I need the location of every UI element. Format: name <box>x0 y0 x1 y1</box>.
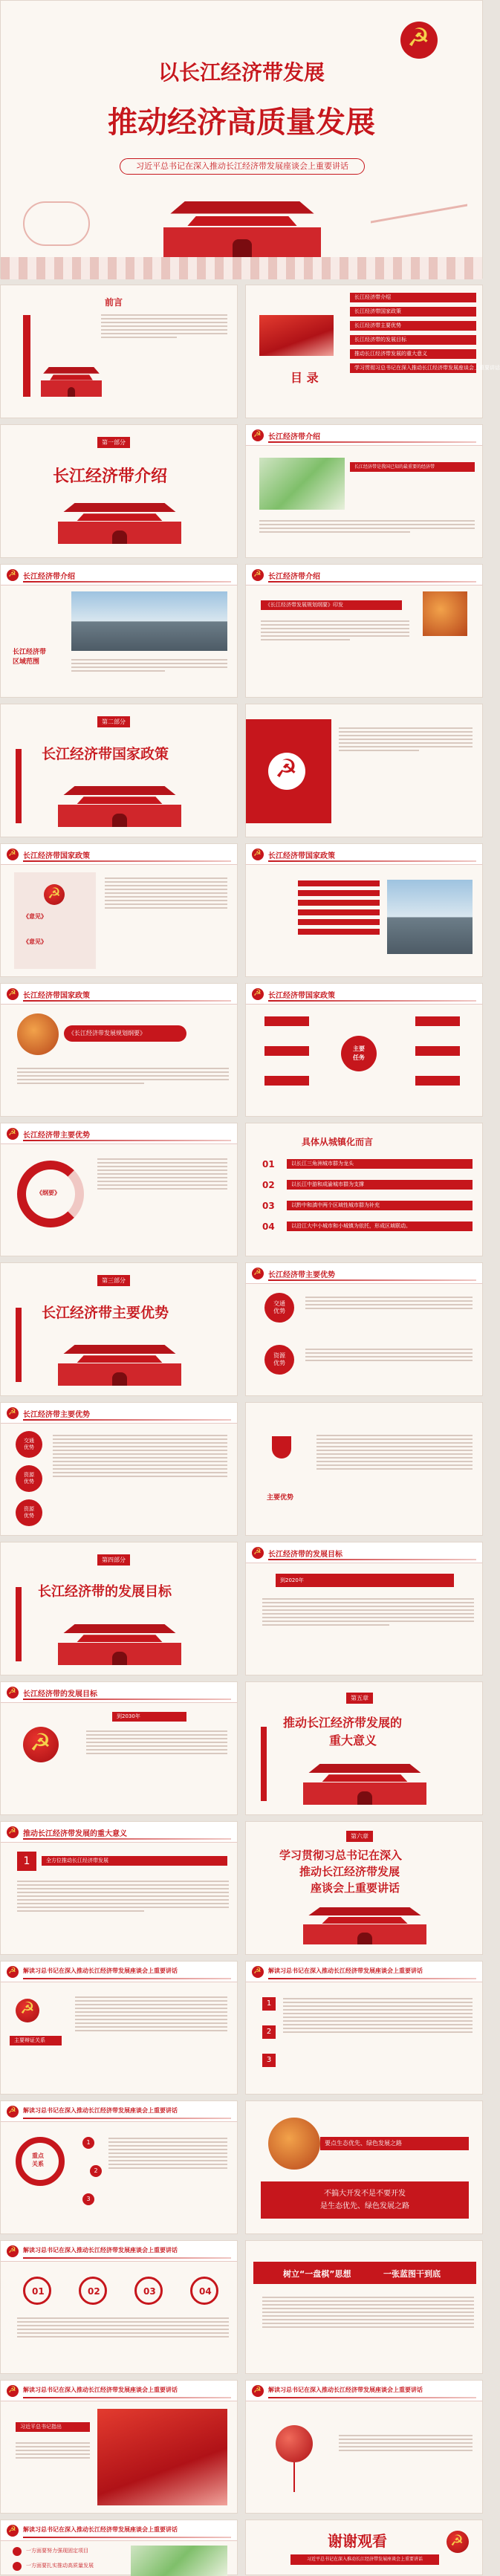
party-emblem-icon <box>252 988 264 1000</box>
step-ring: 04 <box>190 2277 218 2305</box>
party-emblem-icon <box>7 1128 19 1140</box>
slide-header: 长江经济带主要优势 <box>23 1411 90 1419</box>
policy-label: 《意见》 <box>23 913 47 920</box>
region-body <box>71 657 227 674</box>
task-node <box>415 1046 460 1056</box>
cover-slide[interactable] <box>0 0 483 279</box>
industry-label: 主要优势 <box>267 1494 294 1502</box>
goal-2020-label: 到2020年 <box>276 1574 454 1587</box>
priority-slide[interactable] <box>245 2100 483 2234</box>
cover-title-line2: 推动经济高质量发展 <box>108 106 375 140</box>
part4-badge: 第四部分 <box>97 1554 130 1566</box>
step-ring: 01 <box>23 2277 51 2305</box>
monitor-map-image <box>131 2546 227 2576</box>
toc-item[interactable]: 推动长江经济带发展的重大意义 <box>350 349 476 359</box>
adv-circle-resource: 资源 优势 <box>16 1499 42 1526</box>
intro-highlight: 长江经济带是我国已知的最重要的经济带 <box>350 462 475 472</box>
slide-header: 长江经济带国家政策 <box>268 992 335 1000</box>
priority-banner <box>261 2181 469 2219</box>
adv-detail-body-1 <box>305 1294 473 1311</box>
bullet-icon <box>13 2562 22 2571</box>
gate-illustration <box>53 1624 186 1665</box>
toc-title: 目 录 <box>290 371 319 385</box>
huabiao-pillar-illustration <box>23 315 30 397</box>
yipan-banner <box>253 2262 476 2284</box>
part6-slide[interactable] <box>245 1821 483 1955</box>
main-task-hub: 主要 任务 <box>341 1036 377 1071</box>
region-map-image <box>259 458 345 510</box>
plan-slide[interactable] <box>245 564 483 698</box>
part2-badge: 第二部分 <box>97 716 130 727</box>
adv-outline-slide[interactable] <box>0 1123 238 1256</box>
intro-body <box>259 518 475 535</box>
policy-items-slide[interactable] <box>245 843 483 977</box>
task-node <box>264 1016 309 1026</box>
slide-header: 长江经济带国家政策 <box>23 852 90 860</box>
thanks-slide[interactable] <box>245 2520 483 2575</box>
study-relations-slide[interactable] <box>0 1961 238 2095</box>
city-slide[interactable] <box>245 1123 483 1256</box>
goal-2020-body <box>262 1596 474 1628</box>
part5-badge: 第五章 <box>346 1693 373 1704</box>
city-item-text: 以长江中游和成渝城市群为支撑 <box>287 1180 473 1190</box>
policy-list-body <box>105 875 227 911</box>
focus-node-3: 3 <box>82 2193 94 2205</box>
balloon-string <box>293 2462 295 2492</box>
part5-title-line1: 推动长江经济带发展的 <box>283 1716 403 1730</box>
bullet-icon <box>13 2547 22 2556</box>
slide-header: 长江经济带介绍 <box>268 573 320 581</box>
city-title: 具体从城镇化而言 <box>302 1137 374 1147</box>
closing-list-slide[interactable] <box>0 2520 238 2575</box>
balloon-icon <box>276 2425 313 2462</box>
part5-slide[interactable] <box>245 1681 483 1815</box>
thanks-subtitle: 习近平总书记在深入推动长江经济带发展座谈会上重要讲话 <box>290 2554 439 2565</box>
study-number-box: 1 <box>262 1997 276 2011</box>
part6-title-line3: 座谈会上重要讲话 <box>311 1881 400 1895</box>
slide-header: 解读习总书记在深入推动长江经济带发展座谈会上重要讲话 <box>23 1967 178 1974</box>
slide-header: 长江经济带介绍 <box>23 573 75 581</box>
meaning-box-label: 全方位推动长江经济带发展 <box>42 1856 227 1866</box>
gate-illustration <box>53 503 186 544</box>
goal-2020-slide[interactable] <box>245 1542 483 1675</box>
document-circle-image <box>17 1013 59 1055</box>
ground-stripe <box>1 257 482 279</box>
party-emblem-icon: ☭ <box>16 1999 39 2022</box>
adv-industry-body <box>316 1433 473 1472</box>
adv-circle-transport: 交通 优势 <box>16 1431 42 1458</box>
party-emblem-icon <box>7 1407 19 1419</box>
gate-illustration <box>53 786 186 827</box>
policy-label: 《意见》 <box>23 938 47 945</box>
tiananmen-illustration <box>157 201 328 257</box>
study-balloon-slide[interactable] <box>245 2380 483 2514</box>
cloud-left-decoration <box>23 201 90 246</box>
party-emblem-icon <box>252 1966 264 1978</box>
adv-circle-resource: 资源 优势 <box>264 1345 294 1375</box>
city-item-text: 以长江三角洲城市群为龙头 <box>287 1159 473 1169</box>
task-node <box>264 1046 309 1056</box>
study-quote-body <box>16 2440 90 2461</box>
party-emblem-icon <box>252 569 264 581</box>
slide-header: 长江经济带的发展目标 <box>23 1690 97 1699</box>
adv-detail-body-2 <box>305 1346 473 1363</box>
study-number-box: 2 <box>262 2025 276 2039</box>
study-focus-slide[interactable] <box>0 2100 238 2234</box>
study-relations-label: 主要辩证关系 <box>10 2036 62 2045</box>
priority-circle-image <box>268 2118 320 2170</box>
cover-title-line1: 以长江经济带发展 <box>158 60 325 85</box>
party-emblem-icon <box>7 1826 19 1838</box>
toc-item[interactable]: 学习贯彻习总书记在深入推动长江经济带发展座谈会上重要讲话 <box>350 363 476 373</box>
party-emblem-icon: ☭ <box>23 1727 59 1762</box>
plan-body <box>261 618 409 643</box>
adv-industry-slide[interactable] <box>245 1402 483 1536</box>
city-item-text: 以黔中和滇中两个区域性城市群为补充 <box>287 1201 473 1210</box>
party-emblem-icon: ☭ <box>268 753 305 790</box>
trophy-icon <box>272 1436 291 1459</box>
toc-item[interactable]: 长江经济带介绍 <box>350 293 476 302</box>
cover-subtitle: 习近平总书记在深入推动长江经济带发展座谈会上重要讲话 <box>120 158 365 175</box>
region-label: 长江经济带 区域范围 <box>13 649 47 666</box>
slide-header: 解读习总书记在深入推动长江经济带发展座谈会上重要讲话 <box>268 1967 423 1974</box>
part1-badge: 第一部分 <box>97 437 130 448</box>
part6-title-line2: 推动长江经济带发展 <box>299 1865 400 1878</box>
part2-title: 长江经济带国家政策 <box>42 746 169 762</box>
part6-badge: 第六章 <box>346 1831 373 1842</box>
study-list-slide[interactable] <box>245 1961 483 2095</box>
slide-header: 解读习总书记在深入推动长江经济带发展座谈会上重要讲话 <box>23 2526 178 2533</box>
foreword-slide[interactable] <box>0 285 238 418</box>
part4-slide[interactable] <box>0 1542 238 1675</box>
study-steps-body <box>17 2315 229 2340</box>
city-item-number: 02 <box>262 1180 275 1190</box>
party-emblem-icon <box>7 849 19 860</box>
policy-center-title: 《长江经济带发展规划纲要》 <box>64 1025 186 1042</box>
study-relations-body <box>75 1994 227 2034</box>
party-emblem-icon <box>7 988 19 1000</box>
adv-circle-transport: 交通 优势 <box>264 1293 294 1323</box>
policy-item-list <box>298 877 380 938</box>
slide-header: 长江经济带主要优势 <box>23 1132 90 1140</box>
part1-title: 长江经济带介绍 <box>53 467 168 486</box>
part3-badge: 第三部分 <box>97 1275 130 1286</box>
party-emblem-icon <box>7 2525 19 2537</box>
policy-outline-slide[interactable] <box>0 983 238 1117</box>
gate-illustration <box>298 1907 432 1944</box>
focus-label: 重点 关系 <box>32 2152 44 2167</box>
meaning-body <box>17 1878 229 1914</box>
city-skyline-photo <box>71 591 227 651</box>
city-item-number: 04 <box>262 1222 275 1232</box>
intro-slide[interactable] <box>245 424 483 558</box>
city-item-number: 03 <box>262 1201 275 1211</box>
part4-title: 长江经济带的发展目标 <box>38 1584 172 1600</box>
party-emblem-icon <box>252 429 264 441</box>
yipan-b: 一张蓝图干到底 <box>383 2269 441 2279</box>
part6-title-line1: 学习贯彻习总书记在深入 <box>279 1849 403 1862</box>
policy-emblem-slide[interactable] <box>245 704 483 837</box>
focus-node-2: 2 <box>90 2165 102 2177</box>
party-emblem-icon <box>7 569 19 581</box>
adv-tab-label: 《纲要》 <box>36 1190 60 1196</box>
closing-item: 一方面要扎实推动高质量发展 <box>26 2563 94 2569</box>
study-quote-slide[interactable] <box>0 2380 238 2514</box>
slide-header: 长江经济带国家政策 <box>268 852 335 860</box>
study-focus-body <box>108 2135 227 2171</box>
study-number-box: 3 <box>262 2054 276 2067</box>
yipan-slide[interactable] <box>245 2240 483 2374</box>
huabiao-pillar-illustration <box>16 1587 22 1661</box>
party-emblem-icon <box>7 1687 19 1699</box>
meaning-number-box: 1 <box>17 1852 36 1871</box>
gate-illustration <box>53 1345 186 1386</box>
party-emblem-icon <box>7 2106 19 2118</box>
slide-header: 长江经济带介绍 <box>268 433 320 441</box>
toc-item[interactable]: 长江经济带的发展目标 <box>350 335 476 345</box>
gate-illustration <box>38 367 105 397</box>
party-emblem-icon <box>7 1966 19 1978</box>
task-node <box>415 1076 460 1086</box>
adv-detail-slide[interactable] <box>245 1262 483 1396</box>
part5-title-line2: 重大意义 <box>329 1733 377 1748</box>
study-list-body <box>283 1996 473 2035</box>
slide-header: 长江经济带主要优势 <box>268 1271 335 1279</box>
huabiao-pillar-illustration <box>16 1308 22 1382</box>
city-item-number: 01 <box>262 1159 275 1169</box>
toc-item[interactable]: 长江经济带国家政策 <box>350 307 476 317</box>
foreword-title: 前言 <box>105 297 123 308</box>
slide-header: 推动长江经济带发展的重大意义 <box>23 1830 127 1838</box>
quote-label: 习近平总书记指出 <box>16 2422 90 2432</box>
plan-title: 《长江经济带发展规划纲要》印发 <box>261 600 402 610</box>
meaning-slide[interactable] <box>0 1821 238 1955</box>
priority-title: 要点生态优先、绿色发展之路 <box>320 2137 469 2150</box>
greatwall-right-decoration <box>371 204 467 259</box>
toc-slide[interactable] <box>245 285 500 418</box>
party-emblem-icon: ☭ <box>44 884 65 905</box>
part3-title: 长江经济带主要优势 <box>42 1305 169 1321</box>
priority-subtitle: 不搞大开发不是不要开发 是生态优先、绿色发展之路 <box>320 2190 409 2210</box>
part3-slide[interactable] <box>0 1262 238 1396</box>
part2-slide[interactable] <box>0 704 238 837</box>
toc-list <box>350 293 500 377</box>
yipan-a: 树立“一盘棋”思想 <box>283 2269 351 2279</box>
adv-circle-resource: 资源 优势 <box>16 1465 42 1492</box>
slide-header: 长江经济带国家政策 <box>23 992 90 1000</box>
study-balloon-body <box>339 2433 473 2453</box>
study-steps-slide[interactable] <box>0 2240 238 2374</box>
city-item-text: 以沿江大中小城市和小城镇为依托，形成区域联动。 <box>287 1222 473 1231</box>
task-node <box>264 1076 309 1086</box>
huabiao-pillar-illustration <box>261 1727 267 1801</box>
slide-header: 解读习总书记在深入推动长江经济带发展座谈会上重要讲话 <box>23 2387 178 2393</box>
step-ring: 02 <box>79 2277 107 2305</box>
policy-body <box>339 725 473 753</box>
adv-outline-body <box>97 1156 227 1192</box>
slide-header: 长江经济带的发展目标 <box>268 1551 342 1559</box>
party-emblem-icon <box>252 1268 264 1279</box>
step-ring: 03 <box>134 2277 163 2305</box>
intro-region-slide[interactable] <box>0 564 238 698</box>
gate-illustration <box>298 1764 432 1805</box>
slide-header: 解读习总书记在深入推动长江经济带发展座谈会上重要讲话 <box>23 2247 178 2254</box>
goal-2030-body <box>86 1728 227 1756</box>
yipan-body <box>262 2294 474 2330</box>
flag-photo <box>97 2409 227 2505</box>
goal-2030-label: 到2030年 <box>112 1712 186 1722</box>
huabiao-pillar-illustration <box>16 749 22 823</box>
policy-red-panel <box>246 719 331 823</box>
focus-node-1: 1 <box>82 2137 94 2149</box>
slide-header: 解读习总书记在深入推动长江经济带发展座谈会上重要讲话 <box>23 2107 178 2114</box>
policy-list-slide[interactable] <box>0 843 238 977</box>
party-emblem-icon <box>7 2385 19 2397</box>
task-node <box>415 1016 460 1026</box>
party-emblem-icon <box>252 2385 264 2397</box>
closing-item: 一方面要努力强现固定项目 <box>26 2548 88 2554</box>
slide-header: 解读习总书记在深入推动长江经济带发展座谈会上重要讲话 <box>268 2387 423 2393</box>
foreword-body <box>101 312 227 340</box>
thanks-title: 谢谢观看 <box>328 2532 387 2550</box>
party-emblem-icon <box>252 849 264 860</box>
document-cover-image <box>423 591 467 636</box>
goal-2030-slide[interactable] <box>0 1681 238 1815</box>
flag-photo <box>259 315 334 356</box>
toc-item[interactable]: 长江经济带主要优势 <box>350 321 476 331</box>
policy-tasks-slide[interactable] <box>245 983 483 1117</box>
party-emblem-icon: ☭ <box>400 22 438 59</box>
part1-slide[interactable] <box>0 424 238 558</box>
party-emblem-icon <box>252 1547 264 1559</box>
party-emblem-icon: ☭ <box>447 2531 469 2553</box>
party-emblem-icon <box>7 2245 19 2257</box>
adv-list-body <box>53 1433 227 1479</box>
policy-center-body <box>17 1065 229 1086</box>
conference-photo <box>387 880 473 954</box>
adv-list-slide[interactable] <box>0 1402 238 1536</box>
